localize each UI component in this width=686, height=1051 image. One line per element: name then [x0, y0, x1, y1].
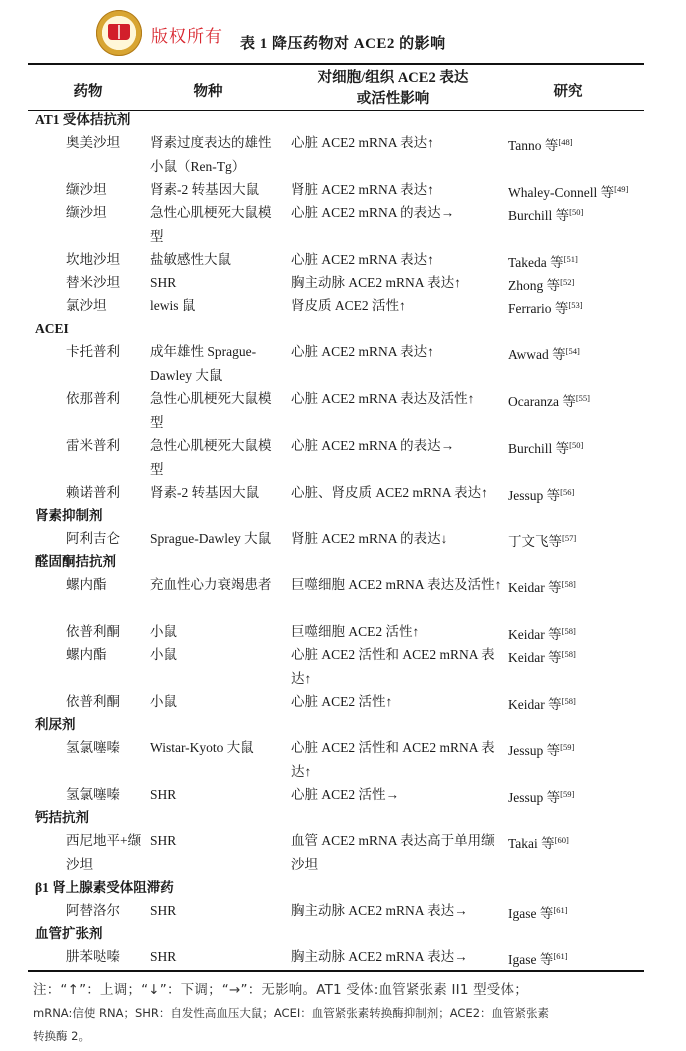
species-cell: 成年雄性 Sprague-Dawley 大鼠 — [150, 344, 257, 383]
category-label: AT1 受体拮抗剂 — [35, 112, 131, 127]
effect-cell: 心脏 ACE2 活性→ — [291, 787, 399, 802]
effect-cell: 心脏 ACE2 活性和 ACE2 mRNA 表达↑ — [291, 647, 495, 686]
table-header — [28, 65, 644, 110]
species-cell: SHR — [150, 787, 177, 802]
drug-cell: 依普利酮 — [66, 694, 120, 709]
effect-cell: 心脏 ACE2 mRNA 的表达→ — [291, 205, 455, 220]
species-cell: 急性心肌梗死大鼠模型 — [150, 391, 272, 430]
drug-cell: 雷米普利 — [66, 438, 120, 453]
study-author: Igase 等 — [508, 952, 554, 967]
bottom-rule — [28, 970, 644, 972]
drug-cell: 缬沙坦 — [66, 182, 107, 197]
study-cell — [508, 783, 678, 810]
study-author: Igase 等 — [508, 906, 554, 921]
reference-citation: [48] — [558, 137, 573, 147]
reference-citation: [55] — [575, 393, 591, 403]
reference-citation: [59] — [560, 789, 575, 799]
study-cell — [508, 481, 678, 508]
drug-cell: 卡托普利 — [66, 344, 120, 359]
study-author: Takai 等 — [508, 836, 555, 851]
reference-citation: [58] — [561, 649, 576, 659]
effect-cell: 胸主动脉 ACE2 mRNA 表达→ — [291, 903, 468, 918]
study-author: Jessup 等 — [508, 488, 561, 503]
category-label: 肾素抑制剂 — [35, 508, 103, 523]
species-cell: Sprague-Dawley 大鼠 — [150, 531, 272, 546]
reference-citation: [61] — [553, 905, 568, 915]
study-cell — [508, 573, 678, 600]
drug-cell: 依那普利 — [66, 391, 120, 406]
column-header-drug: 药物 — [73, 84, 103, 100]
study-cell — [508, 945, 678, 972]
study-author: Jessup 等 — [508, 790, 561, 805]
species-cell: SHR — [150, 833, 177, 848]
drug-cell: 西尼地平+缬沙坦 — [66, 833, 142, 872]
study-cell — [508, 527, 678, 554]
study-cell — [508, 899, 678, 926]
drug-cell: 螺内酯 — [66, 647, 107, 662]
study-cell — [508, 387, 678, 414]
reference-citation: [58] — [561, 626, 576, 636]
column-header-effect — [288, 68, 498, 110]
effect-cell: 肾脏 ACE2 mRNA 的表达↓ — [291, 531, 448, 546]
study-cell — [508, 829, 678, 856]
species-cell: 急性心肌梗死大鼠模型 — [150, 438, 272, 477]
note-line-3: 转换酶 2。 — [33, 1029, 90, 1043]
drug-cell: 奥美沙坦 — [66, 135, 120, 150]
drug-cell: 阿利吉仑 — [66, 531, 120, 546]
species-cell: 充血性心力衰竭患者 — [150, 577, 272, 592]
reference-citation: [52] — [560, 277, 575, 287]
category-label: ACEI — [35, 321, 69, 336]
category-label: 醛固酮拮抗剂 — [35, 554, 116, 569]
reference-citation: [58] — [561, 696, 576, 706]
effect-cell: 心脏 ACE2 mRNA 表达↑ — [291, 252, 434, 267]
society-seal-logo-icon — [96, 10, 142, 56]
page-header — [0, 0, 686, 60]
effect-cell: 心脏 ACE2 mRNA 表达及活性↑ — [291, 391, 475, 406]
study-author: Whaley-Connell 等 — [508, 185, 615, 200]
species-cell: Wistar-Kyoto 大鼠 — [150, 740, 254, 755]
reference-citation: [49] — [614, 184, 629, 194]
reference-citation: [50] — [569, 207, 584, 217]
effect-cell: 心脏、肾皮质 ACE2 mRNA 表达↑ — [291, 485, 488, 500]
reference-citation: [60] — [554, 835, 569, 845]
study-author: 丁文飞等 — [508, 534, 562, 549]
study-cell — [508, 201, 678, 228]
reference-citation: [57] — [562, 533, 577, 543]
effect-cell: 胸主动脉 ACE2 mRNA 表达→ — [291, 949, 468, 964]
drug-cell: 肼苯哒嗪 — [66, 949, 120, 964]
species-cell: 肾素-2 转基因大鼠 — [150, 182, 260, 197]
effect-cell: 肾皮质 ACE2 活性↑ — [291, 298, 406, 313]
note-line-2: mRNA:信使 RNA；SHR：自发性高血压大鼠；ACEI：血管紧张素转换酶抑制剂；ACE2：血管紧张素 — [33, 1006, 550, 1020]
study-cell — [508, 643, 678, 670]
category-label: 钙拮抗剂 — [35, 810, 89, 825]
table-title: 表 1 降压药物对 ACE2 的影响 — [240, 36, 446, 52]
study-author: Zhong 等 — [508, 278, 561, 293]
table-note — [33, 979, 653, 1048]
column-header-study: 研究 — [553, 84, 583, 100]
category-label: β1 肾上腺素受体阻滞药 — [35, 880, 174, 895]
study-author: Takeda 等 — [508, 255, 564, 270]
species-cell: 小鼠 — [150, 694, 177, 709]
study-cell — [508, 434, 678, 461]
note-line-1: 注：“↑”：上调；“↓”：下调；“→”：无影响。AT1 受体:血管紧张素 II1 型受体； — [33, 982, 528, 998]
drug-cell: 氢氯噻嗪 — [66, 787, 120, 802]
species-cell: SHR — [150, 949, 177, 964]
study-cell — [508, 736, 678, 763]
drug-cell: 螺内酯 — [66, 577, 107, 592]
reference-citation: [58] — [561, 579, 576, 589]
study-author: Ferrario 等 — [508, 301, 569, 316]
drug-cell: 坎地沙坦 — [66, 252, 120, 267]
effect-cell: 巨噬细胞 ACE2 活性↑ — [291, 624, 420, 639]
study-author: Keidar 等 — [508, 697, 562, 712]
effect-cell: 胸主动脉 ACE2 mRNA 表达↑ — [291, 275, 461, 290]
study-author: Ocaranza 等 — [508, 394, 576, 409]
study-author: Jessup 等 — [508, 743, 561, 758]
study-author: Keidar 等 — [508, 580, 562, 595]
effect-cell: 血管 ACE2 mRNA 表达高于单用缬沙坦 — [291, 833, 495, 872]
species-cell: 肾素过度表达的雄性小鼠（Ren-Tg） — [150, 135, 272, 174]
reference-citation: [56] — [560, 487, 575, 497]
study-author: Tanno 等 — [508, 138, 559, 153]
drug-cell: 氯沙坦 — [66, 298, 107, 313]
effect-cell: 心脏 ACE2 活性↑ — [291, 694, 393, 709]
species-cell: lewis 鼠 — [150, 298, 196, 313]
drug-cell: 替米沙坦 — [66, 275, 120, 290]
species-cell: 小鼠 — [150, 624, 177, 639]
study-author: Burchill 等 — [508, 208, 570, 223]
species-cell: 小鼠 — [150, 647, 177, 662]
effect-cell: 心脏 ACE2 活性和 ACE2 mRNA 表达↑ — [291, 740, 495, 779]
column-header-effect-line1: 对细胞/组织 ACE2 表达 — [317, 70, 469, 86]
drug-cell: 依普利酮 — [66, 624, 120, 639]
species-cell: SHR — [150, 275, 177, 290]
study-author: Keidar 等 — [508, 650, 562, 665]
species-cell: 急性心肌梗死大鼠模型 — [150, 205, 272, 244]
study-cell — [508, 690, 678, 717]
study-author: Burchill 等 — [508, 441, 570, 456]
drug-cell: 缬沙坦 — [66, 205, 107, 220]
effect-cell: 巨噬细胞 ACE2 mRNA 表达及活性↑ — [291, 577, 502, 592]
copyright-label: 版权所有 — [151, 27, 223, 47]
reference-citation: [54] — [565, 346, 580, 356]
effect-cell: 心脏 ACE2 mRNA 的表达→ — [291, 438, 455, 453]
study-author: Awwad 等 — [508, 347, 566, 362]
column-header-species: 物种 — [193, 84, 223, 100]
drug-cell: 赖诺普利 — [66, 485, 120, 500]
drug-cell: 氢氯噻嗪 — [66, 740, 120, 755]
study-cell — [508, 131, 678, 158]
reference-citation: [53] — [568, 300, 583, 310]
study-cell — [508, 294, 678, 321]
species-cell: 肾素-2 转基因大鼠 — [150, 485, 260, 500]
reference-citation: [61] — [553, 951, 568, 961]
study-author: Keidar 等 — [508, 627, 562, 642]
species-cell: 盐敏感性大鼠 — [150, 252, 231, 267]
effect-cell: 心脏 ACE2 mRNA 表达↑ — [291, 344, 434, 359]
reference-citation: [59] — [560, 742, 575, 752]
species-cell: SHR — [150, 903, 177, 918]
effect-cell: 肾脏 ACE2 mRNA 表达↑ — [291, 182, 434, 197]
reference-citation: [51] — [563, 254, 578, 264]
study-cell — [508, 340, 678, 367]
effect-cell: 心脏 ACE2 mRNA 表达↑ — [291, 135, 434, 150]
category-label: 利尿剂 — [35, 717, 76, 732]
drug-cell: 阿替洛尔 — [66, 903, 120, 918]
category-label: 血管扩张剂 — [35, 926, 103, 941]
reference-citation: [50] — [569, 440, 584, 450]
column-header-effect-line2: 或活性影响 — [356, 91, 430, 107]
